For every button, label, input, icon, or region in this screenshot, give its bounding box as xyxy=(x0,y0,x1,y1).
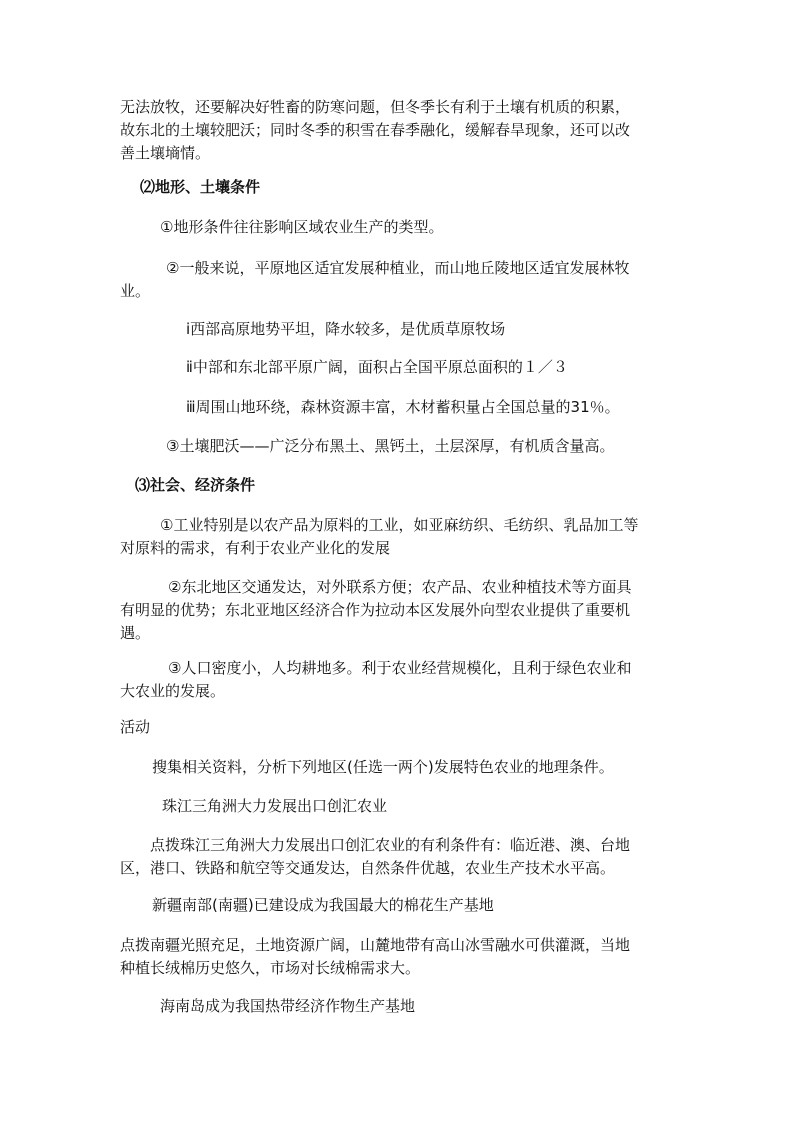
list-item xyxy=(120,257,629,303)
topic-pearl-river-delta: 珠江三角洲大力发展出口创汇农业 xyxy=(162,797,388,815)
para-line: 种植长绒棉历史悠久，市场对长绒棉需求大。 xyxy=(120,959,421,977)
list-item: ③土壤肥沃——广泛分布黑土、黑钙土，土层深厚，有机质含量高。 xyxy=(166,437,615,455)
para-line: ③人口密度小，人均耕地多。利于农业经营规模化，且利于绿色农业和 xyxy=(168,659,632,677)
para-line: ②东北地区交通发达，对外联系方便；农产品、农业种植技术等方面具 xyxy=(168,578,632,596)
section-heading-socio-economic: ⑶社会、经济条件 xyxy=(135,476,256,494)
sub-item-ii: ⅱ中部和东北部平原广阔，面积占全国平原总面积的１／３ xyxy=(186,358,568,376)
list-item xyxy=(120,514,638,560)
hint-pearl-river-delta xyxy=(120,834,630,880)
para-line: 点拨南疆光照充足，土地资源广阔，山麓地带有高山冰雪融水可供灌溉，当地 xyxy=(120,936,631,954)
para-line: 对原料的需求，有利于农业产业化的发展 xyxy=(120,539,391,557)
section-heading-terrain-soil: ⑵地形、土壤条件 xyxy=(140,178,261,196)
para-line: 点拨珠江三角洲大力发展出口创汇农业的有利条件有：临近港、澳、台地 xyxy=(150,836,631,854)
hint-south-xinjiang xyxy=(120,934,630,980)
para-line: ①工业特别是以农产品为原料的工业，如亚麻纺织、毛纺织、乳品加工等 xyxy=(160,516,639,534)
para-line: 无法放牧，还要解决好牲畜的防寒问题，但冬季长有利于土壤有机质的积累， xyxy=(120,98,631,116)
para-continued xyxy=(120,96,630,165)
sub-item-iii: ⅲ周围山地环绕，森林资源丰富，木材蓄积量占全国总量的31％。 xyxy=(186,398,620,416)
topic-south-xinjiang: 新疆南部(南疆)已建设成为我国最大的棉花生产基地 xyxy=(152,896,494,914)
activity-instruction: 搜集相关资料，分析下列地区(任选一两个)发展特色农业的地理条件。 xyxy=(152,758,614,776)
topic-hainan-island: 海南岛成为我国热带经济作物生产基地 xyxy=(160,997,416,1015)
para-line: 故东北的土壤较肥沃；同时冬季的积雪在春季融化，缓解春旱现象，还可以改 xyxy=(120,121,631,139)
sub-item-i: ⅰ西部高原地势平坦，降水较多，是优质草原牧场 xyxy=(186,320,506,338)
list-item: ①地形条件往往影响区域农业生产的类型。 xyxy=(160,218,444,236)
para-line: 遇。 xyxy=(120,624,151,642)
list-item xyxy=(120,657,631,703)
para-line: 业。 xyxy=(120,282,151,300)
para-line: 区，港口、铁路和航空等交通发达，自然条件优越，农业生产技术水平高。 xyxy=(120,859,616,877)
para-line: 善土壤墒情。 xyxy=(120,144,211,162)
list-item xyxy=(120,576,631,645)
para-line: ②一般来说，平原地区适宜发展种植业，而山地丘陵地区适宜发展林牧 xyxy=(166,259,630,277)
para-line: 大农业的发展。 xyxy=(120,682,226,700)
activity-label: 活动 xyxy=(120,718,151,736)
para-line: 有明显的优势；东北亚地区经济合作为拉动本区发展外向型农业提供了重要机 xyxy=(120,601,631,619)
